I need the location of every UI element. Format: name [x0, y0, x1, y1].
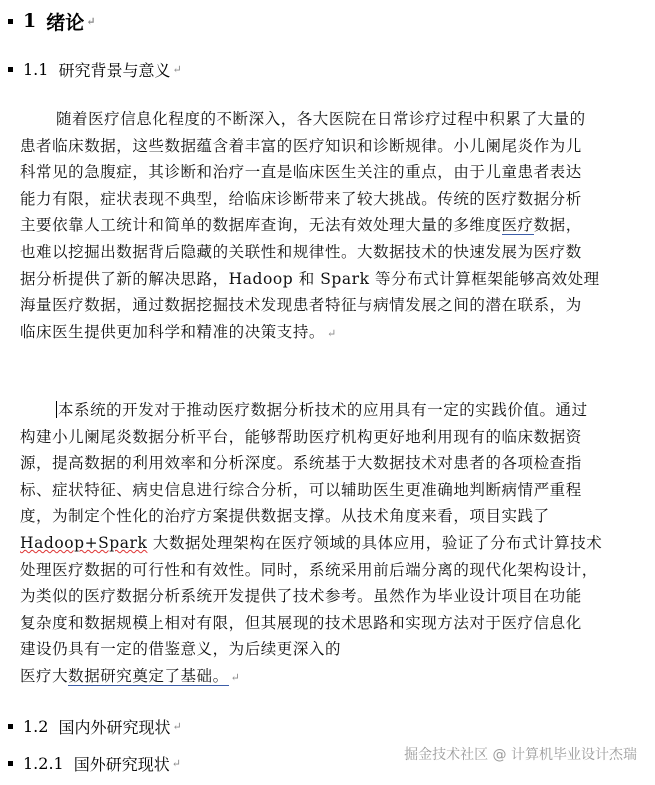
paragraph-mark: ↵ [326, 326, 337, 340]
paragraph-mark: ↵ [86, 14, 96, 28]
list-bullet [8, 761, 13, 766]
text-line: 能力有限，症状表现不典型，给临床诊断带来了较大挑战。传统的医疗数据分析 [20, 189, 582, 208]
text-line: 构建小儿阑尾炎数据分析平台，能够帮助医疗机构更好地利用现有的临床数据资 [20, 427, 582, 446]
underlined-term: 数据研究奠定了基础。 [68, 666, 229, 685]
chapter-number: 1 [23, 10, 37, 32]
subsection-heading [0, 751, 181, 775]
text-cursor [56, 401, 57, 418]
section-number: 1.1 [23, 59, 49, 79]
text-line: 本系统的开发对于推动医疗数据分析技术的应用具有一定的实践价值。通过 [58, 401, 588, 419]
text-line: 源，提高数据的利用效率和分析深度。系统基于大数据技术对患者的各项检查指 [20, 454, 582, 473]
subsection-title: 国外研究现状 [73, 754, 170, 774]
subsection-number: 1.2.1 [23, 753, 64, 773]
spellcheck-term: Hadoop+Spark [20, 533, 148, 552]
text-line: 为类似的医疗数据分析系统开发提供了技术参考。虽然作为毕业设计项目在功能 [20, 587, 582, 606]
text-line: 患者临床数据，这些数据蕴含着丰富的医疗知识和诊断规律。小儿阑尾炎作为儿 [20, 136, 582, 155]
text-line: 医疗大数据研究奠定了基础。 ↵ [20, 666, 241, 685]
list-bullet [8, 724, 13, 729]
text-line: 据分析提供了新的解决思路，Hadoop 和 Spark 等分布式计算框架能够高效处理 [20, 269, 600, 288]
list-bullet [8, 67, 13, 72]
section-number: 1.2 [23, 716, 49, 736]
list-bullet [8, 19, 13, 24]
text-line: 也难以挖掘出数据背后隐藏的关联性和规律性。大数据技术的快速发展为医疗数 [20, 242, 582, 261]
chapter-title: 绪论 [46, 11, 85, 34]
background-paragraph [20, 106, 643, 345]
paragraph-mark: ↵ [172, 62, 182, 76]
text-line: 海量医疗数据，通过数据挖掘技术发现患者特征与病情发展之间的潜在联系，为 [20, 296, 582, 315]
text-line: 建设仍具有一定的借鉴意义，为后续更深入的 [20, 640, 342, 659]
text-line: 处理医疗数据的可行性和有效性。同时，系统采用前后端分离的现代化架构设计， [20, 560, 598, 579]
paragraph-mark: ↵ [230, 670, 241, 684]
text-line: 复杂度和数据规模上相对有限，但其展现的技术思路和实现方法对于医疗信息化 [20, 613, 582, 632]
chapter-heading [0, 6, 95, 36]
text-line: 度，为制定个性化的治疗方案提供数据支撑。从技术角度来看，项目实践了 [20, 507, 550, 526]
text-line: Hadoop+Spark 大数据处理架构在医疗领域的具体应用，验证了分布式计算技术 [20, 533, 603, 552]
text-line: 科常见的急腹症，其诊断和治疗一直是临床医生关注的重点，由于儿童患者表达 [20, 163, 582, 182]
section-heading [0, 714, 182, 738]
paragraph-mark: ↵ [171, 756, 181, 770]
underlined-term: 医疗 [501, 216, 534, 235]
text-line: 主要依靠人工统计和简单的数据库查询，无法有效处理大量的多维度医疗数据， [20, 216, 582, 235]
section-title: 研究背景与意义 [58, 60, 171, 80]
watermark: 掘金技术社区 @ 计算机毕业设计杰瑞 [404, 747, 637, 763]
section-heading [0, 57, 182, 81]
text-line: 临床医生提供更加科学和精准的决策支持。 ↵ [20, 322, 337, 341]
section-title: 国内外研究现状 [58, 717, 171, 737]
paragraph-mark: ↵ [172, 719, 182, 733]
text-line: 标、症状特征、病史信息进行综合分析，可以辅助医生更准确地判断病情严重程 [20, 480, 582, 499]
significance-paragraph [20, 397, 643, 690]
text-line: 随着医疗信息化程度的不断深入，各大医院在日常诊疗过程中积累了大量的 [56, 110, 586, 128]
